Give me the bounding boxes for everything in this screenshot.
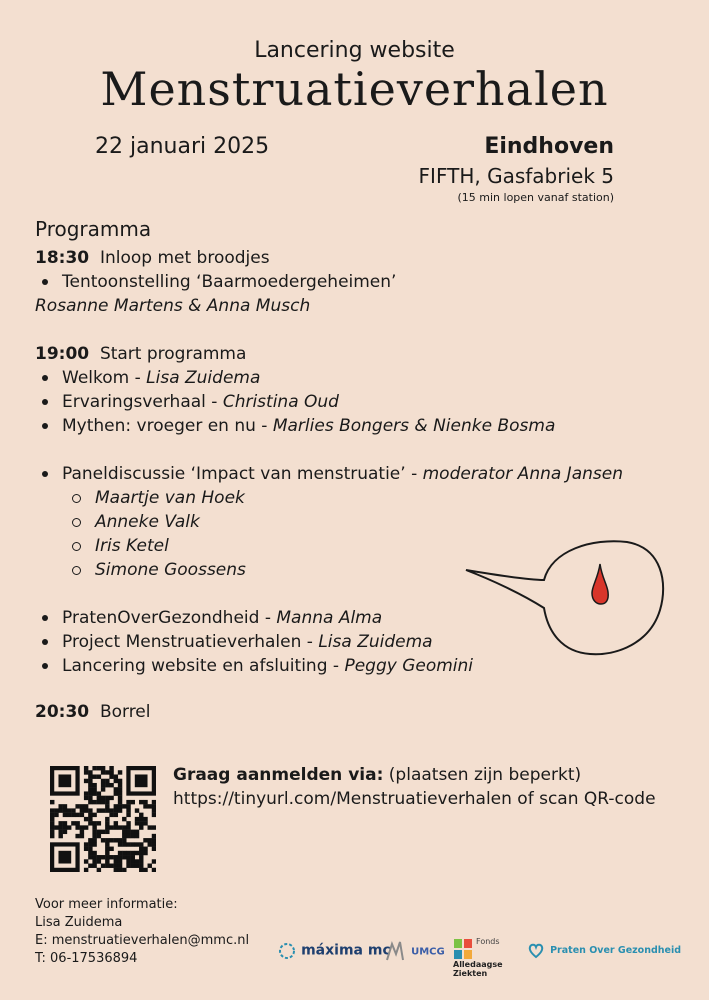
bullet-icon <box>42 471 48 477</box>
time-2030: 20:30 <box>35 702 90 722</box>
umcg-logo: UMCG <box>384 940 445 966</box>
event-city: Eindhoven <box>484 134 614 159</box>
maxima-logo-icon <box>278 942 296 960</box>
bullet-icon <box>42 423 48 429</box>
list-item: Welkom - Lisa Zuidema <box>42 368 260 388</box>
panelist-item: Iris Ketel <box>72 536 169 556</box>
list-item: PratenOverGezondheid - Manna Alma <box>42 608 382 628</box>
fonds-logo-icon <box>453 938 473 960</box>
bullet-icon <box>42 375 48 381</box>
registration-line <box>173 765 581 785</box>
program-block-1830 <box>35 248 270 268</box>
contact-phone: T: 06-17536894 <box>35 951 138 966</box>
umcg-logo-icon <box>384 940 406 964</box>
event-location-note: (15 min lopen vanaf station) <box>457 191 614 204</box>
speech-bubble-drop-icon <box>462 528 672 660</box>
circle-bullet-icon <box>72 542 81 551</box>
event-subtitle: Lancering website <box>254 38 455 63</box>
bullet-icon <box>42 663 48 669</box>
exhibition-credit: Rosanne Martens & Anna Musch <box>35 296 311 316</box>
program-title-2030: Borrel <box>99 702 151 722</box>
registration-note: (plaatsen zijn beperkt) <box>388 765 582 785</box>
contact-heading: Voor meer informatie: <box>35 897 178 912</box>
maxima-mc-logo: máxima mc <box>278 940 391 966</box>
list-item: Mythen: vroeger en nu - Marlies Bongers & Nienke Bosma <box>42 416 555 436</box>
qr-code[interactable] <box>50 766 156 872</box>
program-block-2030 <box>35 702 151 722</box>
panelist-item: Anneke Valk <box>72 512 200 532</box>
list-item <box>42 272 396 292</box>
registration-link[interactable]: https://tinyurl.com/Menstruatieverhalen of scan QR-code <box>173 789 656 809</box>
list-item: Ervaringsverhaal - Christina Oud <box>42 392 339 412</box>
circle-bullet-icon <box>72 518 81 527</box>
heart-chat-icon <box>527 942 545 960</box>
circle-bullet-icon <box>72 494 81 503</box>
panelist-item: Simone Goossens <box>72 560 246 580</box>
time-1900: 19:00 <box>35 344 90 364</box>
registration-label: Graag aanmelden via: <box>173 765 384 785</box>
event-address: FIFTH, Gasfabriek 5 <box>418 164 614 188</box>
list-item-panel: Paneldiscussie ‘Impact van menstruatie’ - moderator Anna Jansen <box>42 464 623 484</box>
event-date: 22 januari 2025 <box>95 134 270 159</box>
program-title-1900: Start programma <box>99 344 247 364</box>
list-item-text: Tentoonstelling ‘Baarmoedergeheimen’ <box>62 272 397 292</box>
bullet-icon <box>42 399 48 405</box>
bullet-icon <box>42 615 48 621</box>
event-title: Menstruatieverhalen <box>100 62 609 116</box>
bullet-icon <box>42 639 48 645</box>
program-block-1900 <box>35 344 246 364</box>
contact-name: Lisa Zuidema <box>35 915 123 930</box>
panelist-item: Maartje van Hoek <box>72 488 245 508</box>
contact-email[interactable]: E: menstruatieverhalen@mmc.nl <box>35 933 250 948</box>
program-title-1830: Inloop met broodjes <box>99 248 270 268</box>
time-1830: 18:30 <box>35 248 90 268</box>
bullet-icon <box>42 279 48 285</box>
fonds-alledaagse-ziekten-logo: Fonds Alledaagse Ziekten <box>453 937 503 978</box>
list-item: Project Menstruatieverhalen - Lisa Zuidema <box>42 632 433 652</box>
list-item: Lancering website en afsluiting - Peggy Geomini <box>42 656 473 676</box>
praten-over-gezondheid-logo: Praten Over Gezondheid <box>527 940 681 966</box>
circle-bullet-icon <box>72 566 81 575</box>
program-heading: Programma <box>35 217 152 241</box>
